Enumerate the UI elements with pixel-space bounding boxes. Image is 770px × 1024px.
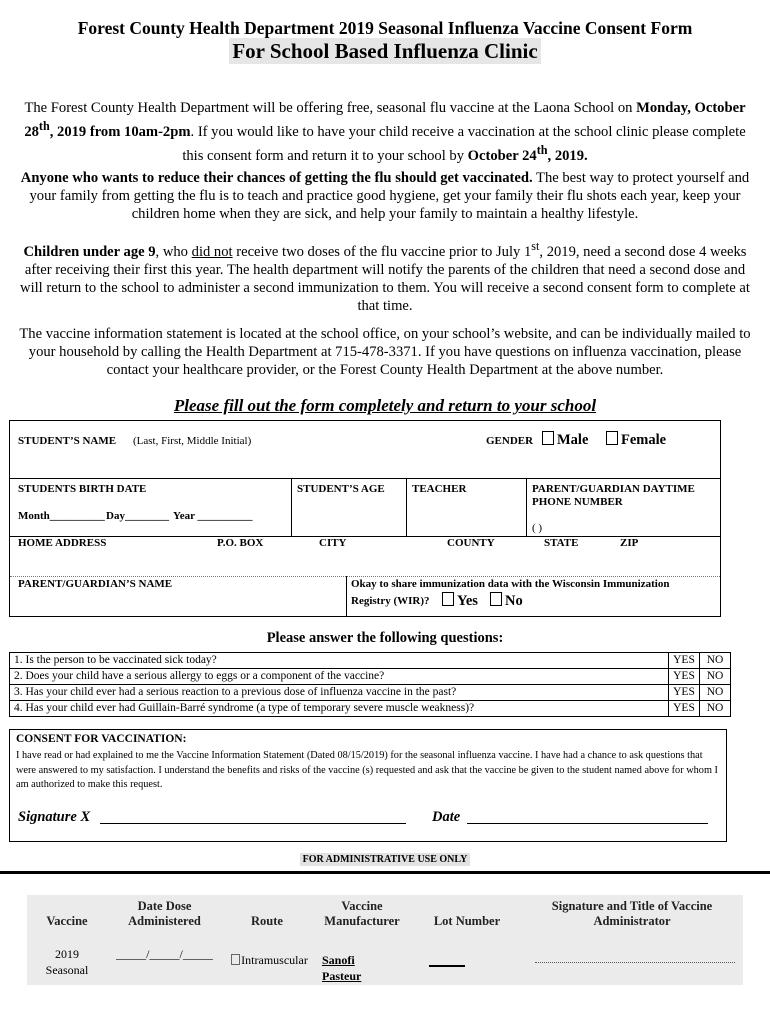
intro-text: , 2019, need a second dose 4 weeks after receiving their first this year. The health department will notify the parents of the children that need a second dose and will return to the school to administer a second immunization to them. You will receive a second consent form to complete at that time. xyxy=(20,243,750,314)
manufacturer-line2: Pasteur xyxy=(322,969,362,983)
col-vaccine-header: Vaccine xyxy=(46,914,88,928)
col-route-header: Route xyxy=(251,914,283,928)
intro-text: The Forest County Health Department will be offering free, seasonal flu vaccine at the Laona School on xyxy=(24,100,637,116)
form-instructions-heading: Please fill out the form completely and return to your school xyxy=(173,396,597,415)
student-info-form xyxy=(9,420,721,617)
intro-text: The best way to protect yourself and your family from getting the flu is to teach and practice good hygiene, get your family their flu shots each year, keep your children home when they are sick, and help your family to maintain a healthy lifestyle. xyxy=(29,170,750,222)
wir-no-checkbox[interactable] xyxy=(490,592,502,606)
form-subtitle-text: For School Based Influenza Clinic xyxy=(229,38,540,64)
return-deadline-year: , 2019. xyxy=(547,147,588,164)
gender-male-option[interactable] xyxy=(542,431,588,449)
question-text: 2. Does your child have a serious allergy to eggs or a component of the vaccine? xyxy=(10,669,669,685)
route-intramuscular-option[interactable] xyxy=(227,952,312,968)
col-divider xyxy=(346,576,347,616)
answer-yes[interactable]: YES xyxy=(669,669,700,685)
col-divider xyxy=(291,478,292,536)
student-name-label: STUDENT’S NAME xyxy=(18,435,117,447)
route-label: Intramuscular xyxy=(241,953,308,967)
question-row xyxy=(10,653,731,669)
intro-paragraph-clinic xyxy=(18,99,752,165)
zip-label: ZIP xyxy=(620,537,639,549)
wir-yes-label: Yes xyxy=(457,593,478,609)
intro-text: , who xyxy=(155,243,192,260)
intro-paragraph-vis: The vaccine information statement is located at the school office, on your school’s website, and can be individually mailed to your household by calling the Health Department at 715-478-3371. If you have questions on influenza vaccination, please contact your healthcare provider, or the Forest County Health Department at the above number. xyxy=(19,326,751,378)
vaccine-type: Seasonal xyxy=(45,963,89,977)
teacher-label: TEACHER xyxy=(412,483,467,495)
birth-day-field[interactable]: Day________ xyxy=(106,510,169,522)
manufacturer-cell xyxy=(312,952,392,984)
admin-use-text: FOR ADMINISTRATIVE USE ONLY xyxy=(300,853,471,866)
col-divider xyxy=(526,478,527,536)
consent-heading: CONSENT FOR VACCINATION: xyxy=(16,733,187,745)
student-age-label: STUDENT’S AGE xyxy=(297,483,385,495)
city-label: CITY xyxy=(319,537,347,549)
lot-number-field[interactable] xyxy=(429,965,465,967)
children-emphasis: Children under age 9 xyxy=(23,243,156,260)
did-not-underlined: did not xyxy=(191,243,233,260)
col-mfr-header-line1: Vaccine xyxy=(341,899,383,913)
wir-no-label: No xyxy=(505,593,523,609)
col-manufacturer-header xyxy=(312,899,412,929)
signature-label: Signature X xyxy=(18,809,91,825)
guardian-name-label: PARENT/GUARDIAN’S NAME xyxy=(18,578,173,590)
question-text: 3. Has your child ever had a serious reaction to a previous dose of influenza vaccine in the past? xyxy=(10,685,669,701)
signature-line[interactable] xyxy=(100,823,406,824)
female-checkbox[interactable] xyxy=(606,431,618,445)
intro-paragraph-vaccinate xyxy=(18,169,752,223)
question-text: 1. Is the person to be vaccinated sick today? xyxy=(10,653,669,669)
vaccine-year: 2019 xyxy=(55,947,79,961)
phone-area-code-field[interactable]: ( ) xyxy=(532,522,543,534)
intro-text: receive two doses of the flu vaccine prior to July 1 xyxy=(232,243,532,260)
form-subtitle xyxy=(0,38,770,64)
date-label: Date xyxy=(432,809,461,825)
col-sig-header-line2: Administrator xyxy=(593,914,671,928)
administrator-signature-field[interactable] xyxy=(535,962,735,963)
wir-yes-option[interactable] xyxy=(442,592,478,610)
wir-yes-checkbox[interactable] xyxy=(442,592,454,606)
return-deadline: October 24 xyxy=(467,147,537,164)
question-row xyxy=(10,685,731,701)
col-date-header-line1: Date Dose xyxy=(137,899,192,913)
answer-no[interactable]: NO xyxy=(700,701,731,717)
wir-question-line2: Registry (WIR)? xyxy=(351,595,430,607)
female-label: Female xyxy=(621,432,667,448)
student-name-hint: (Last, First, Middle Initial) xyxy=(133,435,252,447)
admin-use-label xyxy=(0,854,770,865)
row-divider xyxy=(10,536,720,537)
consent-text: I have read or had explained to me the Vaccine Information Statement (Dated 08/15/2019) for the seasonal influenza vaccine. I have had a chance to ask questions that were answered to my satisfaction. I understand the benefits and risks of the vaccine (s) requested and ask that the vaccine be given to the student named above for whom I am authorized to make this request. xyxy=(16,750,718,790)
form-title: Forest County Health Department 2019 Seasonal Influenza Vaccine Consent Form xyxy=(77,18,693,38)
clinic-date: Monday, October 28 xyxy=(24,100,746,140)
phone-label-line2: PHONE NUMBER xyxy=(532,496,623,508)
ordinal-suffix: th xyxy=(38,119,50,133)
clinic-time: , 2019 from 10am-2pm xyxy=(49,123,191,140)
admin-table xyxy=(27,895,743,985)
col-date-header-line2: Administered xyxy=(128,914,201,928)
row-divider xyxy=(10,478,720,479)
state-label: STATE xyxy=(544,537,579,549)
answer-no[interactable]: NO xyxy=(700,669,731,685)
col-signature-header xyxy=(527,899,737,929)
birth-date-label: STUDENTS BIRTH DATE xyxy=(18,483,147,495)
question-row xyxy=(10,701,731,717)
male-label: Male xyxy=(557,432,589,448)
route-checkbox[interactable] xyxy=(231,954,240,965)
manufacturer-line1: Sanofi xyxy=(322,953,355,967)
col-divider xyxy=(406,478,407,536)
answer-no[interactable]: NO xyxy=(700,685,731,701)
intro-text: . If you would like to have your child receive a vaccination at the school clinic please complete this consent form and return it to your school by xyxy=(182,123,746,164)
po-box-label: P.O. BOX xyxy=(217,537,264,549)
ordinal-suffix: st xyxy=(531,239,540,253)
wir-question-line1: Okay to share immunization data with the Wisconsin Immunization xyxy=(351,578,670,590)
answer-yes[interactable]: YES xyxy=(669,685,700,701)
vaccinate-emphasis: Anyone who wants to reduce their chances of getting the flu should get vaccinated. xyxy=(20,170,533,186)
date-administered-field[interactable]: _____/_____/_____ xyxy=(116,947,213,961)
col-mfr-header-line2: Manufacturer xyxy=(324,914,400,928)
phone-label-line1: PARENT/GUARDIAN DAYTIME xyxy=(532,483,695,495)
question-text: 4. Has your child ever had Guillain-Barré syndrome (a type of temporary severe muscle weakness)? xyxy=(10,701,669,717)
gender-label: GENDER xyxy=(486,435,534,447)
birth-month-field[interactable]: Month__________ xyxy=(18,510,105,522)
male-checkbox[interactable] xyxy=(542,431,554,445)
admin-divider xyxy=(0,871,770,874)
row-divider-dotted xyxy=(10,576,720,577)
answer-no[interactable]: NO xyxy=(700,653,731,669)
question-row xyxy=(10,669,731,685)
wir-no-option[interactable] xyxy=(490,592,523,610)
answer-yes[interactable]: YES xyxy=(669,653,700,669)
col-date-header xyxy=(107,899,222,929)
col-lot-header: Lot Number xyxy=(433,914,501,928)
vaccine-cell xyxy=(32,946,102,978)
ordinal-suffix: th xyxy=(536,142,548,157)
date-line[interactable] xyxy=(467,823,708,824)
birth-year-field[interactable]: Year __________ xyxy=(173,510,253,522)
home-address-label: HOME ADDRESS xyxy=(18,537,107,549)
intro-paragraph-children xyxy=(14,237,756,315)
county-label: COUNTY xyxy=(447,537,495,549)
gender-female-option[interactable] xyxy=(606,431,666,449)
consent-box xyxy=(9,729,727,842)
answer-yes[interactable]: YES xyxy=(669,701,700,717)
health-questions-table xyxy=(9,652,731,717)
questions-heading: Please answer the following questions: xyxy=(266,630,504,646)
col-sig-header-line1: Signature and Title of Vaccine xyxy=(551,899,713,913)
